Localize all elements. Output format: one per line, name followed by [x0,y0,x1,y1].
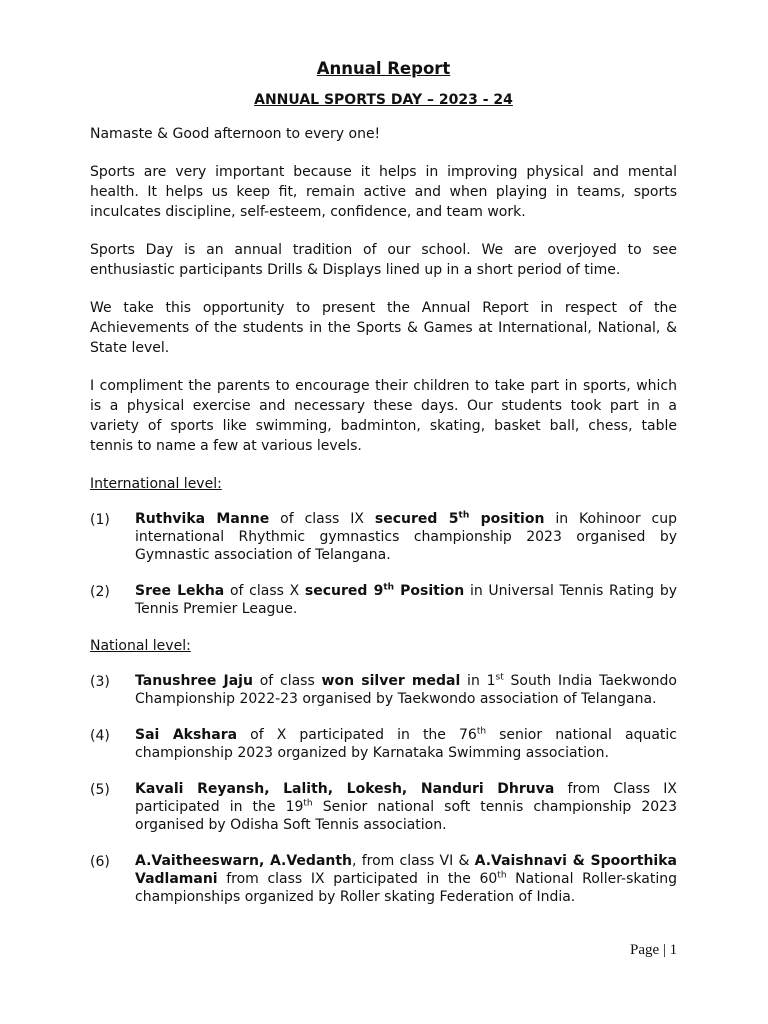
page-subtitle: ANNUAL SPORTS DAY – 2023 - 24 [254,92,513,108]
item-text-part: in 1 [460,673,496,689]
item-number: (3) [90,674,110,690]
item-text-part: in Kohinoor cup international Rhythmic gymnastics championship 2023 organised by Gymnastic association of Telangana. [135,511,677,563]
student-name: Tanushree Jaju [135,673,253,689]
list-item [90,510,677,564]
item-text [135,726,677,762]
achievement [375,511,545,527]
list-item [90,726,677,762]
item-text-part: from Class IX participated in the 19 [135,781,678,815]
ordinal-suffix: th [303,798,313,809]
item-number: (4) [90,728,110,744]
item-text-part: , from class VI & [352,853,475,869]
student-name: Kavali Reyansh, Lalith, Lokesh, Nanduri Dhruva [135,781,555,797]
item-text [135,672,677,708]
achievement-text: Position [394,583,465,599]
item-text-part: National Roller-skating championships organized by Roller skating Federation of India. [135,871,677,905]
document-body [90,58,677,924]
ordinal-suffix: th [497,870,507,881]
item-text-part: of X participated in the 76 [237,727,477,743]
achievement-text: position [469,511,545,527]
achievement-text: secured 9 [304,583,384,599]
item-text [135,510,677,564]
ordinal-suffix: th [383,582,395,593]
item-text-part: of class IX [269,511,375,527]
list-item [90,672,677,708]
ordinal-suffix: st [495,672,504,683]
page-title: Annual Report [316,59,451,78]
student-name: A.Vaitheeswarn, A.Vedanth [135,853,353,869]
student-name: Sree Lekha [135,583,225,599]
item-text-part: South India Taekwondo Championship 2022-23 organised by Taekwondo association of Telangana. [135,673,677,707]
achievement-text: secured 5 [374,511,459,527]
item-text [135,852,677,906]
item-text-part: Senior national soft tennis championship 2023 organised by Odisha Soft Tennis association. [135,799,677,833]
item-number: (6) [90,854,110,870]
item-text [135,582,677,618]
page-number: Page | 1 [630,942,678,958]
ordinal-suffix: th [476,726,487,737]
item-text-part: of class [252,673,322,689]
paragraph-1: Sports are very important because it helps in improving physical and mental health. It helps us keep fit, remain active and when playing in teams, sports inculcates discipline, self-esteem, confidence, and team work. [90,164,677,220]
paragraph-4: I compliment the parents to encourage their children to take part in sports, which is a physical exercise and necessary these days. Our students took part in a variety of sports like swimming, badminton, skating, basket ball, chess, table tennis to name a few at various levels. [90,378,677,454]
item-text-part: of class X [224,583,305,599]
national-heading: National level: [90,638,191,654]
item-text-part: from class IX participated in the 60 [217,871,498,887]
international-heading: International level: [90,476,222,492]
achievement: won silver medal [321,673,461,689]
ordinal-suffix: th [458,510,470,521]
student-name: Ruthvika Manne [135,511,270,527]
item-text-part: senior national aquatic championship 2023 organized by Karnataka Swimming association. [135,727,677,761]
list-item [90,582,677,618]
item-number: (5) [90,782,110,798]
student-name: A.Vaishnavi & Spoorthika Vadlamani [135,853,677,887]
item-number: (1) [90,512,110,528]
paragraph-2: Sports Day is an annual tradition of our school. We are overjoyed to see enthusiastic participants Drills & Displays lined up in a short period of time. [90,242,677,278]
item-text [135,780,677,834]
greeting: Namaste & Good afternoon to every one! [90,126,381,142]
paragraph-3: We take this opportunity to present the Annual Report in respect of the Achievements of the students in the Sports & Games at International, National, & State level. [90,300,677,356]
list-item [90,780,677,834]
item-number: (2) [90,584,110,600]
achievement [305,583,464,599]
list-item [90,852,677,906]
item-text-part: in Universal Tennis Rating by Tennis Premier League. [135,583,677,617]
student-name: Sai Akshara [135,727,238,743]
